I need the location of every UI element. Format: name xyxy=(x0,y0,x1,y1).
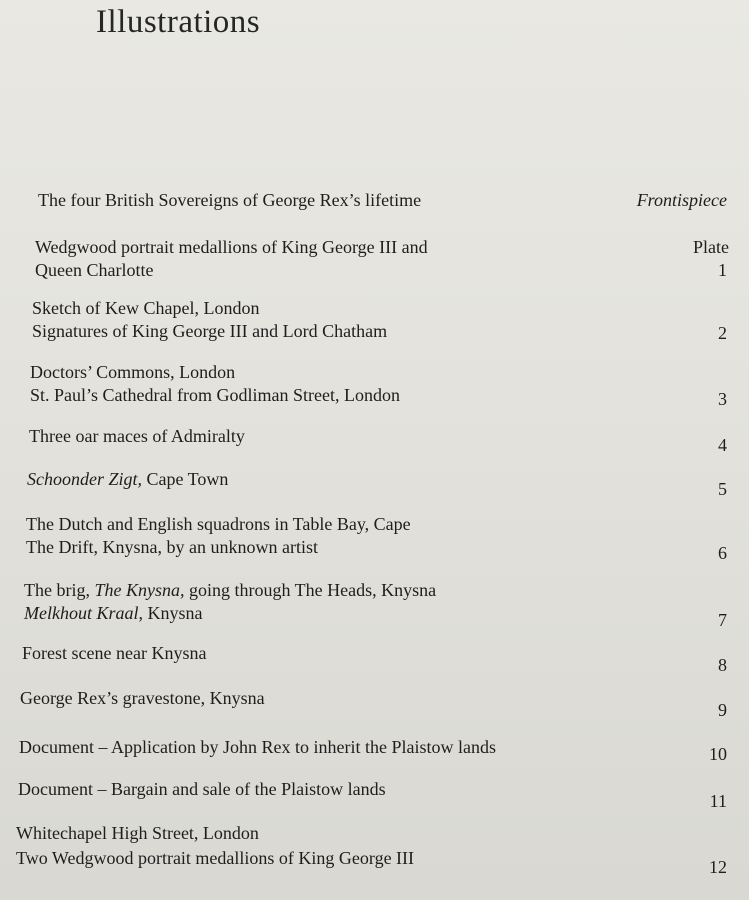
entry-caption: Wedgwood portrait medallions of King George III and Queen Charlotte xyxy=(35,237,428,280)
place-name: Melkhout Kraal, xyxy=(24,603,143,623)
entry-reference: 1 xyxy=(718,260,727,280)
entry-caption: The brig, The Knysna, going through The Heads, Knysna Melkhout Kraal, Knysna xyxy=(24,580,437,623)
ship-name: Schoonder Zigt, xyxy=(27,469,142,489)
entry-caption: Doctors’ Commons, London St. Paul’s Cathedral from Godliman Street, London xyxy=(30,362,400,405)
entry-reference: 5 xyxy=(718,479,727,499)
entry-caption: Document – Application by John Rex to inherit the Plaistow lands xyxy=(19,737,496,757)
entry-reference: 2 xyxy=(718,323,727,343)
entry-caption: George Rex’s gravestone, Knysna xyxy=(20,688,265,708)
entry-reference: 10 xyxy=(709,744,727,764)
entry-reference: 8 xyxy=(718,655,727,675)
entry-reference: 4 xyxy=(718,435,727,455)
ship-name: The Knysna, xyxy=(94,580,185,600)
entry-reference: 7 xyxy=(718,610,727,630)
entry-caption: The four British Sovereigns of George Rex’s lifetime xyxy=(38,190,422,210)
entry-reference: 3 xyxy=(718,389,727,409)
entry-reference: 11 xyxy=(709,791,727,811)
entry-caption: Forest scene near Knysna xyxy=(22,643,207,663)
page-title: Illustrations xyxy=(96,4,261,40)
entry-caption: Sketch of Kew Chapel, London Signatures of King George III and Lord Chatham xyxy=(32,298,388,341)
entry-reference: 6 xyxy=(718,543,727,563)
entry-caption: Whitechapel High Street, London Two Wedgwood portrait medallions of King George III xyxy=(16,823,415,868)
entry-reference: Frontispiece xyxy=(636,190,727,210)
entry-reference: 9 xyxy=(718,700,727,720)
entry-caption: The Dutch and English squadrons in Table Bay, Cape The Drift, Knysna, by an unknown artist xyxy=(26,514,411,557)
entry-reference: 12 xyxy=(709,857,727,877)
entry-caption: Document – Bargain and sale of the Plaistow lands xyxy=(18,779,386,799)
entry-caption: Three oar maces of Admiralty xyxy=(29,426,245,446)
plate-column-heading: Plate xyxy=(693,237,729,257)
entry-caption: Schoonder Zigt, Cape Town xyxy=(27,469,229,489)
